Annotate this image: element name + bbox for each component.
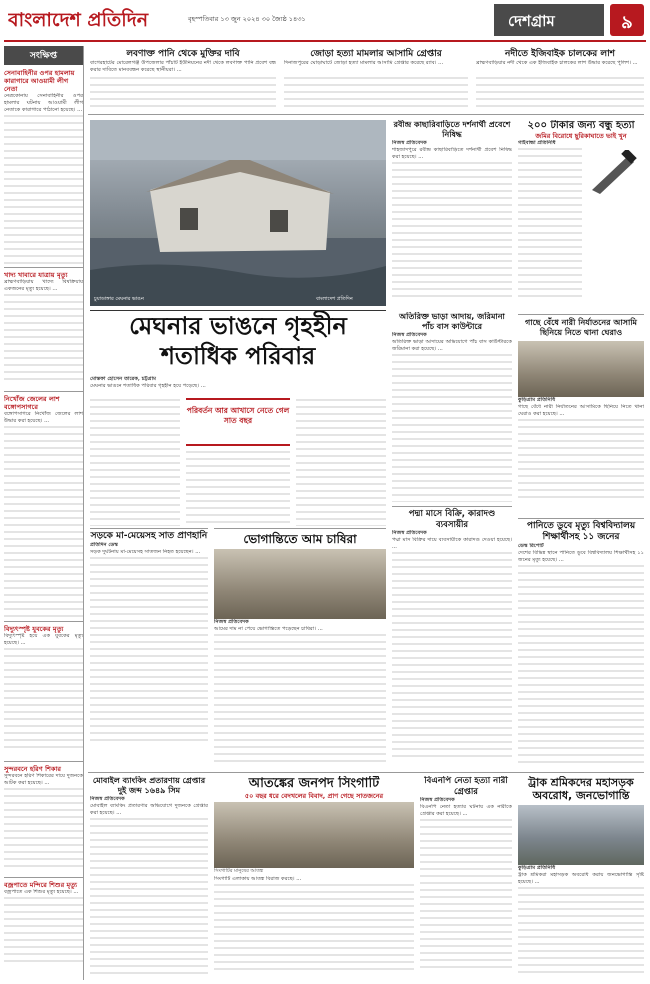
sidebar-item-text-lines bbox=[4, 787, 83, 872]
masthead-date: বৃহস্পতিবার ১৩ জুন ২০২৪ ৩০ জ্যৈষ্ঠ ১৪৩১ bbox=[188, 15, 306, 23]
top-strip-divider bbox=[88, 114, 644, 115]
sidebar-item-text-lines bbox=[4, 896, 83, 966]
story-body: শাহজাদপুরে রবীন্দ্র কাছারিবাড়িতে দর্শনার্থী প্রবেশ নিষিদ্ধ করা হয়েছে। ... bbox=[392, 147, 512, 160]
story-body: মোবাইল ব্যাংকিং প্রতারণার অভিযোগে দুজনকে গ্রেপ্তার করা হয়েছে। ... bbox=[90, 803, 208, 816]
story-text-lines bbox=[90, 76, 276, 110]
sidebar-item bbox=[4, 391, 83, 621]
sidebar-title: সংক্ষিপ্ত bbox=[4, 46, 83, 65]
sidebar-item bbox=[4, 267, 83, 391]
story-headline: লবণাক্ত পানি থেকে মুক্তির দাবি bbox=[126, 49, 240, 59]
story-headline: পানিতে ডুবে মৃত্যু বিশ্ববিদ্যালয় শিক্ষার্থীসহ ১১ জনের bbox=[526, 521, 636, 542]
story-bus-counter-fine bbox=[392, 312, 512, 502]
story-body: দিনাজপুরের ঘোড়াঘাটে জোড়া হত্যা মামলার আসামি গ্রেপ্তার করেছে র‍্যাব। ... bbox=[284, 60, 444, 66]
story-text-lines bbox=[90, 817, 208, 977]
sidebar-item-text-lines bbox=[4, 114, 83, 264]
story-headline: ট্রাক শ্রমিকদের মহাসড়ক অবরোধ, জনভোগান্তি bbox=[528, 776, 634, 802]
lead-headline-line2: শতাধিক পরিবার bbox=[160, 342, 316, 370]
story-text-lines bbox=[518, 886, 644, 976]
story-headline: সড়কে মা-মেয়েসহ সাত প্রাণহানি bbox=[90, 531, 208, 541]
sidebar-item-text-lines bbox=[4, 293, 83, 383]
pull-quote bbox=[186, 398, 290, 446]
story-body: ট্রাক শ্রমিকরা মহাসড়ক অবরোধ করায় জনভোগান্তি সৃষ্টি হয়েছে। ... bbox=[518, 872, 644, 885]
newspaper-logo: বাংলাদেশ প্রতিদিন bbox=[8, 9, 149, 31]
story-subheadline: জমির বিরোধে ছুরিকাঘাতে ভাই খুন bbox=[535, 132, 627, 140]
sidebar bbox=[4, 46, 84, 980]
story-body: সিংগাটি এলাকায় আতঙ্ক বিরাজ করছে। ... bbox=[214, 876, 302, 882]
story-text-lines bbox=[284, 76, 468, 110]
story-text-lines bbox=[518, 564, 644, 764]
sidebar-item-body: বঙ্গোপসাগরে নিখোঁজ জেলের লাশ উদ্ধার করা হয়েছে। ... bbox=[4, 411, 83, 424]
story-text-lines bbox=[476, 76, 644, 110]
lead-headline-box bbox=[90, 310, 386, 372]
sidebar-item bbox=[4, 877, 83, 977]
story-text-lines bbox=[518, 418, 644, 498]
story-byline: নিজস্ব প্রতিবেদক bbox=[392, 140, 427, 146]
story-body: দেশের বিভিন্ন স্থানে পানিতে ডুবে বিশ্ববিদ্যালয় শিক্ষার্থীসহ ১১ জনের মৃত্যু হয়েছে। ... bbox=[518, 550, 644, 563]
story-headline: অতিরিক্ত ভাড়া আদায়, জরিমানা পাঁচ বাস কাউন্টারে bbox=[399, 312, 505, 331]
sidebar-item-body: বিদ্যুৎস্পৃষ্ট হয়ে এক যুবকের মৃত্যু হয়েছে। ... bbox=[4, 633, 83, 646]
story-headline: বিএনপি নেতা হত্যা নারী গ্রেপ্তার bbox=[424, 776, 508, 797]
top-strip-story-1 bbox=[90, 46, 276, 112]
story-body: অতিরিক্ত ভাড়া আদায়ের অভিযোগে পাঁচ বাস কাউন্টারকে জরিমানা করা হয়েছে। ... bbox=[392, 339, 512, 352]
story-headline: ২০০ টাকার জন্য বন্ধু হত্যা bbox=[527, 120, 635, 131]
sidebar-item-body: সুন্দরবনে হরিণ শিকারের দায়ে দুজনকে আটক করা হয়েছে। ... bbox=[4, 773, 83, 786]
mango-photo bbox=[214, 549, 386, 619]
lead-text-lines-right bbox=[296, 398, 386, 526]
story-subheadline: ৫০ বছর ধরে বেদখলের বিবাদ, প্রাণ গেছে সাতজনের bbox=[244, 792, 384, 800]
story-text-lines bbox=[392, 551, 512, 761]
photo-credit: বাংলাদেশ প্রতিদিন bbox=[316, 296, 353, 302]
story-drowning bbox=[518, 518, 644, 768]
story-byline: নিজস্ব প্রতিবেদক bbox=[392, 332, 427, 338]
story-byline: নিজস্ব প্রতিবেদক bbox=[214, 619, 249, 625]
tree-story-photo bbox=[518, 341, 644, 397]
story-body: ব্রাহ্মণবাড়িয়ার নদী থেকে এক ইজিবাইক চালকের লাশ উদ্ধার করেছে পুলিশ। ... bbox=[476, 60, 638, 66]
lead-body-text: মেঘনার ভাঙনে শতাধিক পরিবার গৃহহীন হয়ে পড়েছে। ... bbox=[90, 383, 206, 389]
story-text-lines bbox=[420, 818, 512, 968]
story-text-lines bbox=[214, 633, 386, 763]
sidebar-item-headline: খাদ্য খাবারে যাত্রায় মৃত্যু bbox=[4, 271, 68, 279]
pull-quote-text: পরিবর্তন আর আখাসে নেতে গেল সাত বছর bbox=[186, 406, 290, 425]
story-body: সড়ক দুর্ঘটনায় মা-মেয়েসহ সাতজন নিহত হয়েছেন। ... bbox=[90, 549, 201, 555]
story-body: আমের দাম না পেয়ে ভোগান্তিতে পড়েছেন চাষিরা। ... bbox=[214, 626, 323, 632]
story-body: বাগেরহাটের মোরেলগঞ্জ উপজেলার পাঁচটি ইউনিয়নের নদী থেকে লবণাক্ত পানি প্রবেশ বন্ধ করার দাবিতে মানববন্ধন করেছে স্থানীয়রা। ... bbox=[90, 60, 276, 73]
story-text-lines bbox=[214, 883, 414, 973]
story-byline: প্রতিদিন ডেস্ক bbox=[90, 542, 119, 548]
page-number: ৯ bbox=[621, 12, 633, 33]
sidebar-item bbox=[4, 69, 83, 267]
story-text-lines bbox=[392, 161, 512, 301]
knife-icon bbox=[588, 150, 640, 196]
story-byline: গাইবান্ধা প্রতিনিধি bbox=[518, 140, 556, 146]
story-road-accident bbox=[90, 528, 208, 768]
story-kacharibari bbox=[392, 120, 512, 306]
story-headline: জোড়া হত্যা মামলার আসামি গ্রেপ্তার bbox=[310, 49, 442, 59]
lead-byline: মোস্তফা হোসেন তারেক, চট্টগ্রাম bbox=[90, 376, 156, 382]
masthead bbox=[0, 0, 650, 40]
story-headline: ভোগান্তিতে আম চাষিরা bbox=[243, 532, 357, 546]
section-banner bbox=[494, 4, 604, 36]
story-byline: ডেস্ক রিপোর্ট bbox=[518, 543, 544, 549]
lead-headline-line1: মেঘনার ভাঙনে গৃহহীন bbox=[129, 312, 347, 340]
lead-text-lines-middle bbox=[186, 450, 290, 526]
story-headline: আতঙ্কের জনপদ সিংগাটি bbox=[248, 776, 380, 791]
sidebar-item-text-lines bbox=[4, 647, 83, 752]
sidebar-item bbox=[4, 621, 83, 761]
page-number-badge bbox=[610, 4, 644, 36]
story-onion-trader bbox=[392, 506, 512, 768]
story-bnp-arrest bbox=[420, 776, 512, 980]
sidebar-item-body: নেত্রকোনায় সেনাবাহিনীর ওপর হামলার ঘটনায় আওয়ামী লীগ নেতাকে কারাগারে পাঠানো হয়েছে। ... bbox=[4, 93, 83, 113]
sidebar-item-body: ব্রাহ্মণবাড়িয়ায় খাদ্যে বিষক্রিয়ায় একজনের মৃত্যু হয়েছে। ... bbox=[4, 279, 83, 292]
story-mobile-banking bbox=[90, 776, 208, 980]
lead-body bbox=[90, 376, 386, 526]
sidebar-item-headline: বিদ্যুৎস্পৃষ্ট যুবকের মৃত্যু bbox=[4, 625, 64, 633]
story-headline: মোবাইল ব্যাংকিং প্রতারণায় গ্রেপ্তার দুই জব্দ ১৬৪৯ সিম bbox=[92, 776, 206, 795]
truck-photo bbox=[518, 805, 644, 865]
top-strip-story-3 bbox=[476, 46, 644, 112]
story-headline: গাছে বেঁধে নারী নির্যাতনের আসামি ছিনিয়ে নিতে থানা ঘেরাও bbox=[525, 318, 637, 337]
story-byline: কুড়িগ্রাম প্রতিনিধি bbox=[518, 397, 556, 403]
sidebar-item-headline: সেনাবাহিনীর ওপর হামলায় কারাগারে আওয়ামী লীগ নেতা bbox=[4, 69, 75, 93]
story-byline: নিজস্ব প্রতিবেদক bbox=[392, 530, 427, 536]
sidebar-item-headline: নিখোঁজ জেলের লাশ বঙ্গোপসাগরে bbox=[4, 395, 60, 411]
story-murder bbox=[518, 120, 644, 310]
sidebar-item-text-lines bbox=[4, 425, 83, 620]
story-truck-blockade bbox=[518, 776, 644, 980]
section-title: দেশগ্রাম bbox=[508, 12, 555, 30]
story-byline: নিজস্ব প্রতিবেদক bbox=[90, 796, 125, 802]
sidebar-item-body: বজ্রপাতে এক শিশুর মৃত্যু হয়েছে। ... bbox=[4, 889, 79, 895]
lead-photo bbox=[90, 120, 386, 306]
masthead-rule bbox=[4, 40, 646, 42]
story-byline: কুড়িগ্রাম প্রতিনিধি bbox=[518, 865, 556, 871]
sidebar-item bbox=[4, 761, 83, 877]
collapsed-house-illustration bbox=[90, 120, 386, 306]
photo-caption: চুয়াডাঙ্গার মেঘনার ভাঙন bbox=[94, 296, 144, 302]
story-body: পদ্মা মাস বিক্রির দায়ে ব্যবসায়ীকে কারাদণ্ড দেওয়া হয়েছে। ... bbox=[392, 537, 512, 550]
story-text-lines bbox=[90, 556, 208, 746]
story-body: গাছে বেঁধে নারী নির্যাতনের আসামিকে ছিনিয়ে নিতে থানা ঘেরাও করা হয়েছে। ... bbox=[518, 404, 644, 417]
sidebar-item-headline: সুন্দরবনে হরিণ শিকার bbox=[4, 765, 62, 773]
story-body: বিএনপি নেতা হত্যার ঘটনায় এক নারীকে গ্রেপ্তার করা হয়েছে। ... bbox=[420, 804, 512, 817]
story-headline: পদ্মা মাসে বিক্রি, কারাদণ্ড ব্যবসায়ীর bbox=[408, 509, 496, 530]
lead-text-lines-left bbox=[90, 398, 180, 526]
story-tree-assault bbox=[518, 314, 644, 514]
story-mango-farmers bbox=[214, 528, 386, 768]
story-text-lines bbox=[392, 353, 512, 502]
story-headline: নদীতে ইজিবাইক চালকের লাশ bbox=[504, 49, 616, 59]
bottom-row-divider bbox=[88, 772, 644, 773]
singati-photo bbox=[214, 802, 414, 868]
story-headline: রবীন্দ্র কাছারিবাড়িতে দর্শনার্থী প্রবেশে নিষিদ্ধ bbox=[393, 120, 511, 139]
story-text-lines bbox=[518, 147, 582, 297]
photo-caption: সিংগাটির মানুষের আতঙ্ক bbox=[214, 868, 264, 874]
story-byline: নিজস্ব প্রতিবেদক bbox=[420, 797, 455, 803]
top-strip-story-2 bbox=[284, 46, 468, 112]
sidebar-item-headline: বজ্রপাতে মন্দিরে শিশুর মৃত্যু bbox=[4, 881, 78, 889]
story-singati-fear bbox=[214, 776, 414, 980]
